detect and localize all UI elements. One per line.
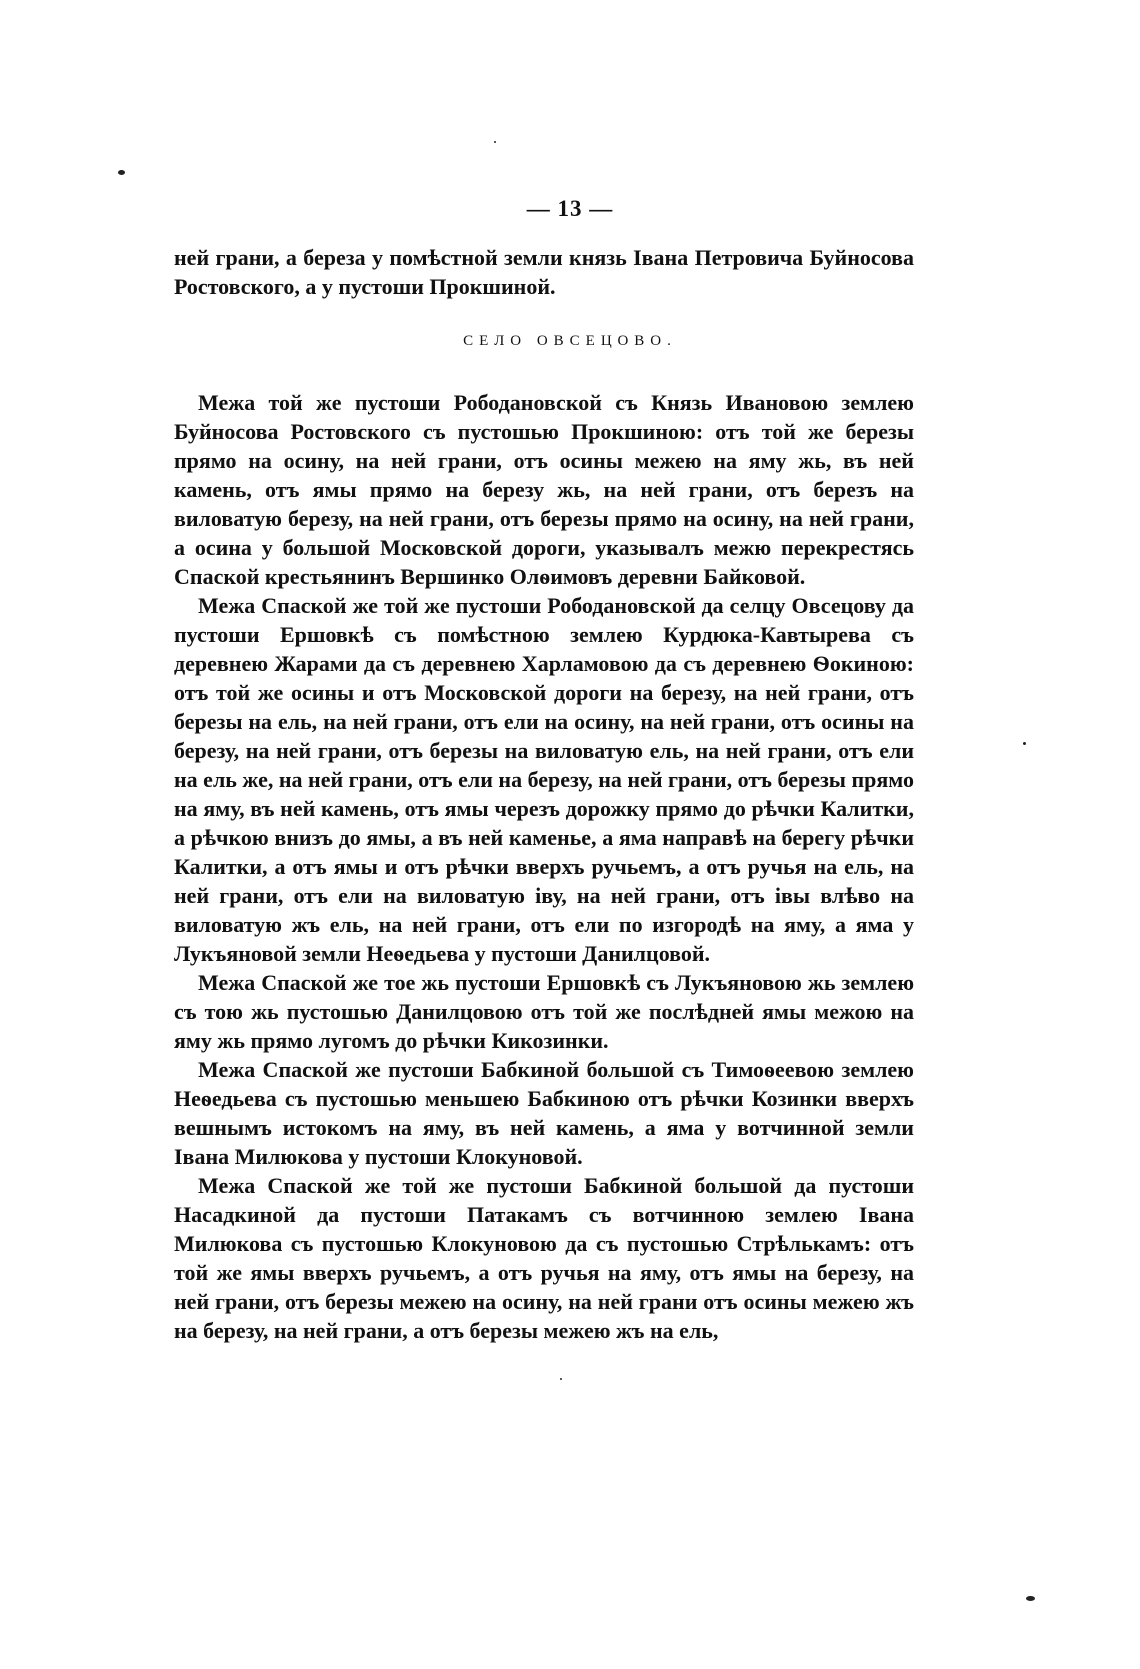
scan-speck xyxy=(494,141,496,143)
continued-paragraph-block xyxy=(174,243,914,301)
scan-speck xyxy=(1023,742,1026,745)
main-text-block xyxy=(174,388,914,1345)
scan-speck xyxy=(560,1378,562,1380)
scan-speck xyxy=(118,170,125,175)
paragraph-5: Межа Спаской же той же пустоши Бабкиной большой да пустоши Насадкиной да пустоши Патакамъ съ вотчинною землею Івана Милюкова съ пустошью Клокуновою да съ пустошью Стрѣлькамъ: отъ той же ямы вверхъ ручьемъ, а отъ ручья на яму, отъ ямы на березу, на ней грани, отъ березы межею на осину, на ней грани отъ осины межею жъ на березу, на ней грани, а отъ березы межею жъ на ель, xyxy=(174,1173,914,1343)
paragraph-1: Межа той же пустоши Рободановской съ Князь Ивановою землею Буйносова Ростовского съ пустошью Прокшиною: отъ той же березы прямо на осину, на ней грани, отъ осины межею на яму жь, въ ней камень, отъ ямы прямо на березу жь, на ней грани, отъ березъ на виловатую березу, на ней грани, отъ березы прямо на осину, на ней грани, а осина у большой Московской дороги, указывалъ межю перекрестясь Спаской крестьянинъ Вершинко Олѳимовъ деревни Байковой. xyxy=(174,390,914,589)
scan-speck xyxy=(1026,1596,1035,1601)
paragraph-3: Межа Спаской же тое жь пустоши Ершовкѣ съ Лукъяновою жь землею съ тою жь пустошью Данилцовою отъ той же послѣдней ямы межою на яму жь прямо лугомъ до рѣчки Кикозинки. xyxy=(174,970,914,1053)
paragraph-4: Межа Спаской же пустоши Бабкиной большой съ Тимоѳеевою землею Неѳедьева съ пустошью меньшею Бабкиною отъ рѣчки Козинки вверхъ вешнымъ истокомъ на яму, въ ней камень, а яма у вотчинной земли Івана Милюкова у пустоши Клокуновой. xyxy=(174,1057,914,1169)
continued-paragraph: ней грани, а береза у помѣстной земли князь Івана Петровича Буйносова Ростовского, а у пустоши Прокшиной. xyxy=(174,245,914,299)
paragraph-2: Межа Спаской же той же пустоши Рободановской да селцу Овсецову да пустоши Ершовкѣ съ помѣстною землею Курдюка-Кавтырева съ деревнею Жарами да съ деревнею Харламовою да съ деревнею Ѳокиною: отъ той же осины и отъ Московской дороги на березу, на ней грани, отъ березы на ель, на ней грани, отъ ели на осину, на ней грани, отъ осины на березу, на ней грани, отъ березы на виловатую ель, на ней грани, отъ ели на ель же, на ней грани, отъ ели на березу, на ней грани, отъ березы прямо на яму, въ ней камень, отъ ямы черезъ дорожку прямо до рѣчки Калитки, а рѣчкою внизъ до ямы, а въ ней каменье, а яма направѣ на берегу рѣчки Калитки, а отъ ямы и отъ рѣчки вверхъ ручьемъ, а отъ ручья на ель, на ней грани, отъ ели на виловатую іву, на ней грани, отъ івы влѣво на виловатую жъ ель, на ней грани, отъ ели по изгородѣ на яму, а яма у Лукъяновой земли Неѳедьева у пустоши Данилцовой. xyxy=(174,593,914,966)
section-title: СЕЛО ОВСЕЦОВО. xyxy=(463,333,677,349)
page-number: — 13 — xyxy=(526,196,614,221)
